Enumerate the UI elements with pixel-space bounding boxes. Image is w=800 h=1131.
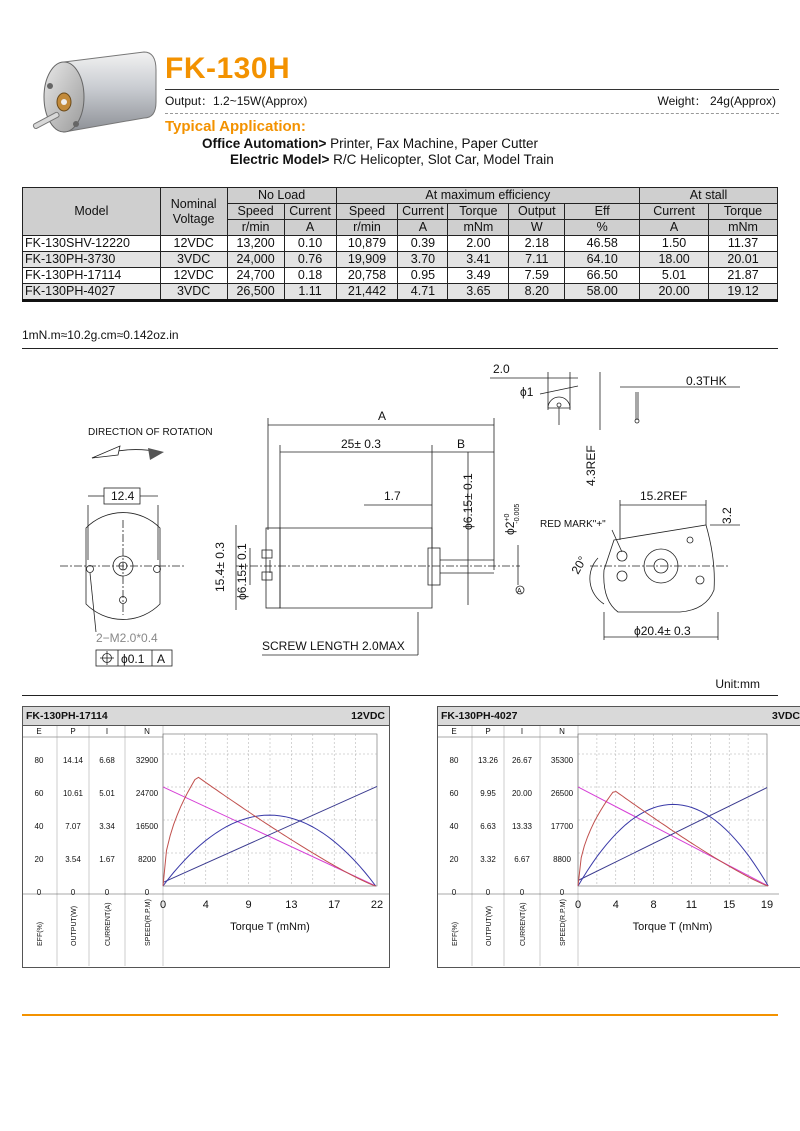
model-cell: FK-130PH-4027 <box>23 284 161 301</box>
scale-value: 35300 <box>550 756 574 765</box>
title-divider <box>165 89 779 90</box>
scale-value: 0 <box>451 888 457 897</box>
table-cell: 21,442 <box>336 284 398 301</box>
chart-header <box>23 707 389 726</box>
x-tick: 9 <box>245 899 252 911</box>
scale-value: 3.34 <box>99 822 115 831</box>
axis-name: CURRENT(A) <box>520 902 527 946</box>
section-divider <box>22 348 778 349</box>
column-header: Current <box>640 204 709 220</box>
table-row <box>23 284 778 301</box>
column-header: Eff <box>565 204 640 220</box>
scale-value: 0 <box>485 888 491 897</box>
ref-4-3: 4.3REF <box>584 445 598 486</box>
axis-name: SPEED(R.P.M) <box>145 899 152 946</box>
thickness: 0.3THK <box>686 374 727 388</box>
chart-voltage: 12VDC <box>351 710 385 722</box>
scale-header: I <box>520 727 524 736</box>
table-cell: 3.70 <box>398 252 448 268</box>
table-row <box>23 236 778 252</box>
scale-value: 20.00 <box>511 789 533 798</box>
scale-value: 3.54 <box>65 855 81 864</box>
output-spec: Output：1.2~15W(Approx) <box>165 94 308 108</box>
scale-value: 6.67 <box>514 855 530 864</box>
scale-value: 60 <box>34 789 44 798</box>
axis-name: EFF(%) <box>37 921 44 946</box>
chart-model: FK-130PH-17114 <box>26 710 108 722</box>
office-text: Printer, Fax Machine, Paper Cutter <box>326 136 538 151</box>
footer-rule <box>22 1014 778 1016</box>
table-cell: 3.49 <box>448 268 509 284</box>
scale-value: 16500 <box>135 822 159 831</box>
rotation-label: DIRECTION OF ROTATION <box>88 427 213 438</box>
terminal-hole: ϕ1 <box>520 385 534 399</box>
model-cell: FK-130PH-3730 <box>23 252 161 268</box>
table-cell: 2.00 <box>448 236 509 252</box>
table-cell: 20,758 <box>336 268 398 284</box>
efficiency-curve <box>163 777 376 886</box>
scale-value: 10.61 <box>62 789 84 798</box>
table-cell: 3VDC <box>160 284 227 301</box>
spec-table-body <box>23 236 778 301</box>
scale-value: 80 <box>34 756 44 765</box>
motor-photo <box>24 40 164 150</box>
x-tick: 0 <box>574 899 582 911</box>
table-cell: 12VDC <box>160 268 227 284</box>
column-header: Speed <box>227 204 284 220</box>
unit-header: A <box>640 220 709 236</box>
x-tick: 15 <box>723 899 736 911</box>
width-12-4: 12.4 <box>111 489 135 503</box>
chart-model: FK-130PH-4027 <box>441 710 518 722</box>
tolerance-datum: A <box>157 652 166 666</box>
dashed-divider <box>165 113 779 114</box>
unit-header: mNm <box>709 220 778 236</box>
table-cell: 20.01 <box>709 252 778 268</box>
table-cell: 1.50 <box>640 236 709 252</box>
weight-spec: Weight： 24g(Approx) <box>657 94 776 108</box>
scale-value: 5.01 <box>99 789 115 798</box>
table-cell: 2.18 <box>509 236 565 252</box>
scale-value: 9.95 <box>480 789 496 798</box>
x-axis-label: Torque T (mNm) <box>632 921 713 933</box>
unit-header: mNm <box>448 220 509 236</box>
scale-value: 17700 <box>550 822 574 831</box>
scale-value: 14.14 <box>62 756 84 765</box>
column-header: Torque <box>709 204 778 220</box>
scale-header: P <box>70 727 76 736</box>
scale-value: 40 <box>34 822 44 831</box>
table-cell: 24,000 <box>227 252 284 268</box>
table-cell: 5.01 <box>640 268 709 284</box>
scale-header: I <box>105 727 109 736</box>
scale-header: N <box>144 727 150 736</box>
scale-value: 8200 <box>138 855 156 864</box>
diameter-6-15: ϕ6.15± 0.1 <box>461 473 475 530</box>
table-cell: 8.20 <box>509 284 565 301</box>
dimension-drawing <box>0 350 800 680</box>
unit-header: A <box>284 220 336 236</box>
x-tick: 0 <box>159 899 167 911</box>
table-cell: 11.37 <box>709 236 778 252</box>
length-a: A <box>378 409 387 423</box>
model-cell: FK-130SHV-12220 <box>23 236 161 252</box>
scale-value: 3.32 <box>480 855 496 864</box>
table-cell: 21.87 <box>709 268 778 284</box>
header-max-efficiency: At maximum efficiency <box>336 188 640 204</box>
height-15-4: 15.4± 0.3 <box>213 542 227 592</box>
table-cell: 12VDC <box>160 236 227 252</box>
header-model: Model <box>23 188 161 236</box>
unit-header: r/min <box>336 220 398 236</box>
spec-table <box>22 187 778 302</box>
scale-header: E <box>451 727 457 736</box>
scale-value: 20 <box>449 855 459 864</box>
unit-header: A <box>398 220 448 236</box>
x-axis-label: Torque T (mNm) <box>230 921 310 933</box>
axis-name: OUTPUT(W) <box>71 905 78 946</box>
axis-name: OUTPUT(W) <box>486 905 493 946</box>
diameter-2: $\phi 2^{+0}$ -0.005 <box>503 503 521 535</box>
diameter-6-15-side: ϕ6.15± 0.1 <box>235 543 249 600</box>
scale-value: 60 <box>449 789 459 798</box>
table-cell: 10,879 <box>336 236 398 252</box>
x-tick: 4 <box>202 899 209 911</box>
length-b: B <box>457 437 466 451</box>
x-tick: 11 <box>685 899 698 911</box>
dim-3-2: 3.2 <box>720 507 734 524</box>
chart-voltage: 3VDC <box>771 710 800 722</box>
scale-header: N <box>559 727 565 736</box>
performance-chart-1 <box>22 706 390 968</box>
screw-length: SCREW LENGTH 2.0MAX <box>262 639 405 653</box>
unit-header: r/min <box>227 220 284 236</box>
table-cell: 26,500 <box>227 284 284 301</box>
curve-plot <box>23 726 389 966</box>
scale-value: 20 <box>34 855 44 864</box>
electric-label: Electric Model> <box>230 152 330 167</box>
scale-value: 26500 <box>550 789 574 798</box>
table-cell: 0.18 <box>284 268 336 284</box>
section-divider-2 <box>22 695 778 696</box>
header-no-load: No Load <box>227 188 336 204</box>
scale-value: 40 <box>449 822 459 831</box>
scale-value: 13.33 <box>511 822 533 831</box>
scale-value: 6.68 <box>99 756 115 765</box>
x-tick: 19 <box>760 899 774 911</box>
column-header: Output <box>509 204 565 220</box>
typical-application-title: Typical Application: <box>165 118 306 135</box>
table-cell: 58.00 <box>565 284 640 301</box>
scale-header: E <box>36 727 42 736</box>
table-cell: 24,700 <box>227 268 284 284</box>
header-voltage: Nominal Voltage <box>160 188 227 236</box>
model-cell: FK-130PH-17114 <box>23 268 161 284</box>
scale-value: 13.26 <box>477 756 499 765</box>
x-tick: 13 <box>285 899 298 911</box>
scale-value: 80 <box>449 756 459 765</box>
table-cell: 0.39 <box>398 236 448 252</box>
column-header: Current <box>284 204 336 220</box>
unit-label: Unit:mm <box>715 677 760 691</box>
scale-value: 7.07 <box>65 822 81 831</box>
column-header: Torque <box>448 204 509 220</box>
scale-value: 0 <box>519 888 525 897</box>
scale-header: P <box>485 727 491 736</box>
current-curve <box>163 786 377 882</box>
length-1-7: 1.7 <box>384 489 401 503</box>
column-header: Speed <box>336 204 398 220</box>
angle-20: 20° <box>568 553 590 577</box>
chart-header <box>438 707 800 726</box>
terminal-width: 2.0 <box>493 362 510 376</box>
table-row <box>23 268 778 284</box>
table-cell: 46.58 <box>565 236 640 252</box>
column-header: Current <box>398 204 448 220</box>
table-cell: 19,909 <box>336 252 398 268</box>
diameter-20-4: ϕ20.4± 0.3 <box>634 624 691 638</box>
header-stall: At stall <box>640 188 778 204</box>
length-25: 25± 0.3 <box>341 437 381 451</box>
electric-text: R/C Helicopter, Slot Car, Model Train <box>329 152 554 167</box>
performance-chart-2 <box>437 706 800 968</box>
office-label: Office Automation> <box>202 136 327 151</box>
axis-name: CURRENT(A) <box>105 902 112 946</box>
scale-value: 6.63 <box>480 822 496 831</box>
axis-name: EFF(%) <box>452 921 459 946</box>
table-cell: 1.11 <box>284 284 336 301</box>
efficiency-curve <box>578 792 768 887</box>
table-cell: 0.76 <box>284 252 336 268</box>
scale-value: 0 <box>36 888 42 897</box>
x-tick: 8 <box>650 899 657 911</box>
model-title: FK-130H <box>165 52 291 85</box>
red-mark: RED MARK"+" <box>540 519 606 530</box>
table-cell: 0.95 <box>398 268 448 284</box>
curve-plot <box>438 726 779 966</box>
axis-name: SPEED(R.P.M) <box>560 899 567 946</box>
output-curve <box>578 804 768 886</box>
table-cell: 7.11 <box>509 252 565 268</box>
datum-a: A <box>517 588 522 595</box>
scale-value: 26.67 <box>511 756 533 765</box>
scale-value: 24700 <box>135 789 159 798</box>
table-cell: 18.00 <box>640 252 709 268</box>
thread-spec: 2−M2.0*0.4 <box>96 631 158 645</box>
x-tick: 17 <box>328 899 341 911</box>
table-cell: 3.65 <box>448 284 509 301</box>
table-row <box>23 252 778 268</box>
torque-conversion: 1mN.m≈10.2g.cm≈0.142oz.in <box>22 328 179 342</box>
table-cell: 20.00 <box>640 284 709 301</box>
table-cell: 13,200 <box>227 236 284 252</box>
x-tick: 22 <box>370 899 384 911</box>
ref-15-2: 15.2REF <box>640 489 688 503</box>
unit-header: % <box>565 220 640 236</box>
application-electric <box>230 152 554 167</box>
table-cell: 4.71 <box>398 284 448 301</box>
table-cell: 0.10 <box>284 236 336 252</box>
tolerance-value: ϕ0.1 <box>121 652 145 666</box>
table-cell: 64.10 <box>565 252 640 268</box>
scale-value: 1.67 <box>99 855 115 864</box>
table-cell: 7.59 <box>509 268 565 284</box>
table-cell: 3.41 <box>448 252 509 268</box>
scale-value: 8800 <box>553 855 571 864</box>
table-cell: 19.12 <box>709 284 778 301</box>
table-cell: 66.50 <box>565 268 640 284</box>
table-cell: 3VDC <box>160 252 227 268</box>
x-tick: 4 <box>612 899 619 911</box>
scale-value: 0 <box>144 888 150 897</box>
application-office <box>202 136 538 151</box>
scale-value: 0 <box>104 888 110 897</box>
scale-value: 32900 <box>135 756 159 765</box>
scale-value: 0 <box>559 888 565 897</box>
unit-header: W <box>509 220 565 236</box>
scale-value: 0 <box>70 888 76 897</box>
